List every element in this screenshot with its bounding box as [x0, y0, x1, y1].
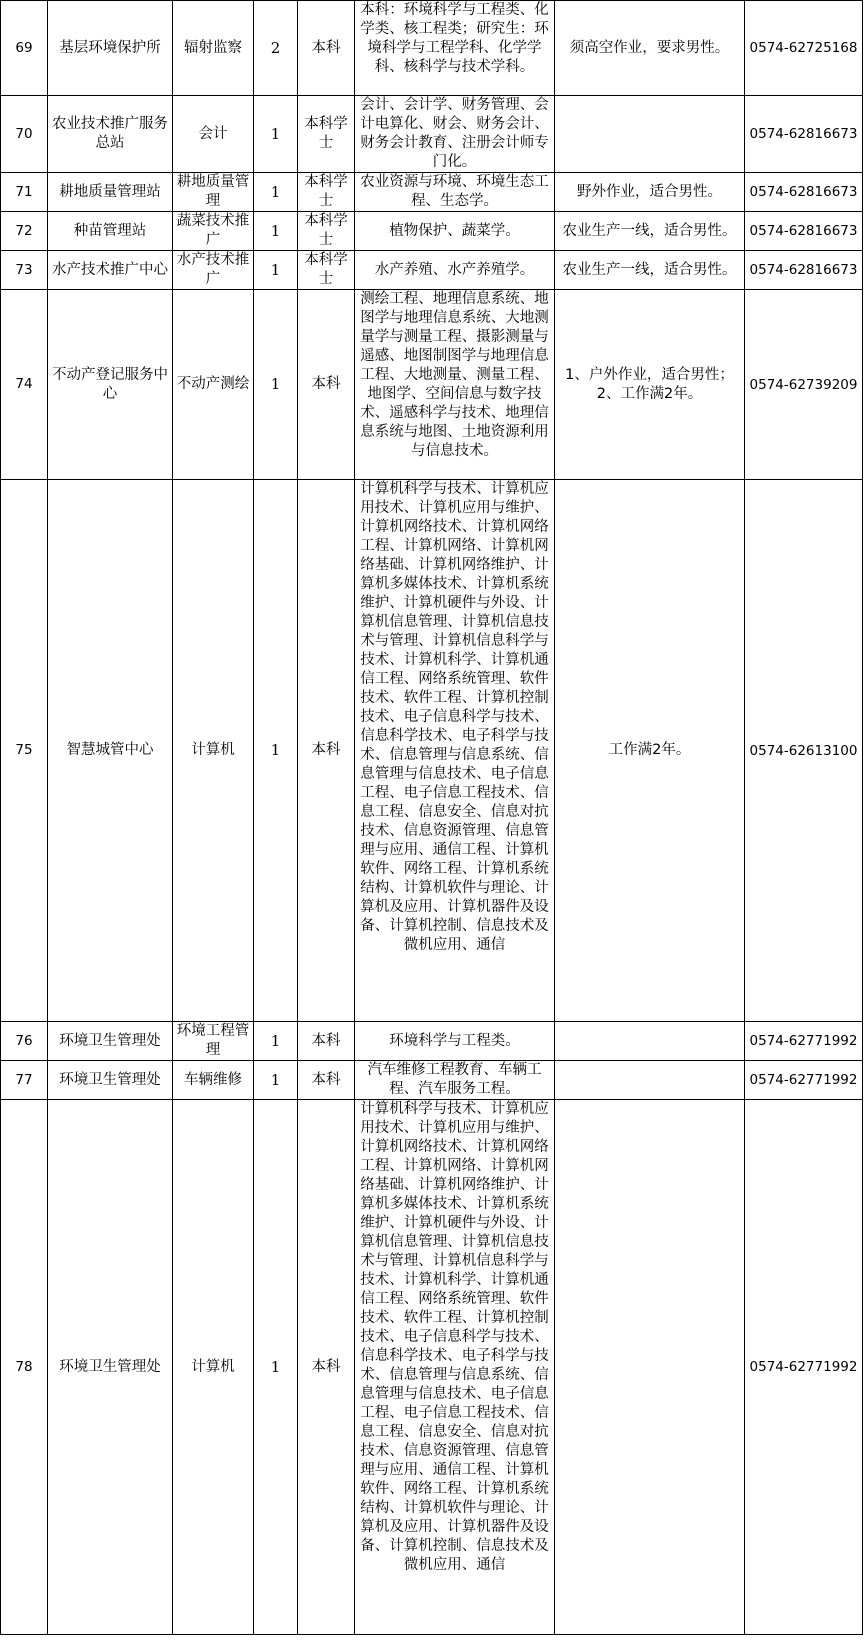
row-number: 78 — [1, 1100, 48, 1635]
row-number: 73 — [1, 251, 48, 290]
table-row — [1, 96, 863, 173]
major-text: 计算机科学与技术、计算机应用技术、计算机应用与维护、计算机网络技术、计算机网络工程、计算机网络、计算机网络基础、计算机网络维护、计算机多媒体技术、计算机系统维护、计算机硬件与外设、计算机信息管理、计算机信息技术与管理、计算机信息科学与技术、计算机科学、计算机通信工程、网络系统管理、软件技术、软件工程、计算机控制技术、电子信息科学与技术、信息科学技术、电子科学与技术、信息管理与信息系统、信息管理与信息技术、电子信息工程、电子信息工程技术、信息工程、信息安全、信息对抗技术、信息资源管理、信息管理与应用、通信工程、计算机软件、网络工程、计算机系统结构、计算机软件与理论、计算机及应用、计算机器件及设备、计算机控制、信息技术及微机应用、通信 — [360, 1101, 549, 1573]
phone-cell: 0574-62613100 — [745, 480, 863, 1022]
table-row — [1, 173, 863, 212]
position-cell: 计算机 — [173, 480, 254, 1022]
requirement-cell — [555, 1022, 745, 1061]
table-row — [1, 251, 863, 290]
education-cell: 本科 — [298, 290, 355, 480]
phone-cell: 0574-62816673 — [745, 251, 863, 290]
education-cell: 本科 — [298, 1100, 355, 1635]
position-cell: 辐射监察 — [173, 1, 254, 96]
major-text: 本科：环境科学与工程类、化学类、核工程类；研究生：环境科学与工程学科、化学学科、核科学与技术学科。 — [360, 2, 549, 75]
position-cell: 车辆维修 — [173, 1061, 254, 1100]
major-cell — [355, 290, 555, 480]
phone-cell: 0574-62739209 — [745, 290, 863, 480]
education-cell: 本科学士 — [298, 96, 355, 173]
requirement-cell — [555, 1100, 745, 1635]
department-cell: 农业技术推广服务总站 — [48, 96, 173, 173]
education-cell: 本科学士 — [298, 212, 355, 251]
row-number: 76 — [1, 1022, 48, 1061]
row-number: 77 — [1, 1061, 48, 1100]
major-text: 环境科学与工程类。 — [389, 1032, 520, 1049]
headcount-cell: 1 — [254, 251, 298, 290]
major-cell — [355, 1100, 555, 1635]
position-cell: 计算机 — [173, 1100, 254, 1635]
phone-cell: 0574-62771992 — [745, 1100, 863, 1635]
department-cell: 不动产登记服务中心 — [48, 290, 173, 480]
table-row — [1, 480, 863, 1022]
requirement-cell — [555, 1061, 745, 1100]
major-text: 会计、会计学、财务管理、会计电算化、财会、财务会计、财务会计教育、注册会计师专门化。 — [360, 97, 549, 170]
headcount-cell: 1 — [254, 96, 298, 173]
phone-cell: 0574-62725168 — [745, 1, 863, 96]
education-cell: 本科 — [298, 480, 355, 1022]
headcount-cell: 1 — [254, 1022, 298, 1061]
table-row — [1, 1100, 863, 1635]
education-cell: 本科 — [298, 1022, 355, 1061]
department-cell: 环境卫生管理处 — [48, 1022, 173, 1061]
requirement-cell — [555, 96, 745, 173]
major-text: 水产养殖、水产养殖学。 — [374, 261, 535, 278]
major-cell — [355, 1061, 555, 1100]
requirement-cell: 工作满2年。 — [555, 480, 745, 1022]
headcount-cell: 1 — [254, 1061, 298, 1100]
headcount-cell: 1 — [254, 1100, 298, 1635]
table-row — [1, 290, 863, 480]
table-row — [1, 212, 863, 251]
phone-cell: 0574-62816673 — [745, 173, 863, 212]
department-cell: 耕地质量管理站 — [48, 173, 173, 212]
major-text: 植物保护、蔬菜学。 — [389, 222, 520, 239]
major-text: 测绘工程、地理信息系统、地图学与地理信息系统、大地测量学与测量工程、摄影测量与遥感、地图制图学与地理信息工程、大地测量、测量工程、地图学、空间信息与数字技术、遥感科学与技术、地理信息系统与地图、土地资源利用与信息技术。 — [360, 291, 549, 459]
education-cell: 本科 — [298, 1, 355, 96]
department-cell: 基层环境保护所 — [48, 1, 173, 96]
major-cell — [355, 1, 555, 96]
requirement-cell: 1、户外作业，适合男性；2、工作满2年。 — [555, 290, 745, 480]
department-cell: 智慧城管中心 — [48, 480, 173, 1022]
major-cell — [355, 480, 555, 1022]
department-cell: 水产技术推广中心 — [48, 251, 173, 290]
headcount-cell: 1 — [254, 480, 298, 1022]
row-number: 71 — [1, 173, 48, 212]
major-cell — [355, 1022, 555, 1061]
phone-cell: 0574-62816673 — [745, 96, 863, 173]
headcount-cell: 1 — [254, 212, 298, 251]
table-row — [1, 1022, 863, 1061]
phone-cell: 0574-62816673 — [745, 212, 863, 251]
major-text: 计算机科学与技术、计算机应用技术、计算机应用与维护、计算机网络技术、计算机网络工程、计算机网络、计算机网络基础、计算机网络维护、计算机多媒体技术、计算机系统维护、计算机硬件与外设、计算机信息管理、计算机信息技术与管理、计算机信息科学与技术、计算机科学、计算机通信工程、网络系统管理、软件技术、软件工程、计算机控制技术、电子信息科学与技术、信息科学技术、电子科学与技术、信息管理与信息系统、信息管理与信息技术、电子信息工程、电子信息工程技术、信息工程、信息安全、信息对抗技术、信息资源管理、信息管理与应用、通信工程、计算机软件、网络工程、计算机系统结构、计算机软件与理论、计算机及应用、计算机器件及设备、计算机控制、信息技术及微机应用、通信 — [360, 481, 549, 953]
major-cell — [355, 173, 555, 212]
requirement-cell: 农业生产一线，适合男性。 — [555, 251, 745, 290]
major-text: 汽车维修工程教育、车辆工程、汽车服务工程。 — [367, 1062, 542, 1097]
requirement-cell: 须高空作业，要求男性。 — [555, 1, 745, 96]
position-cell: 不动产测绘 — [173, 290, 254, 480]
headcount-cell: 1 — [254, 173, 298, 212]
table-row — [1, 1061, 863, 1100]
row-number: 70 — [1, 96, 48, 173]
position-cell: 蔬菜技术推广 — [173, 212, 254, 251]
department-cell: 环境卫生管理处 — [48, 1061, 173, 1100]
headcount-cell: 2 — [254, 1, 298, 96]
education-cell: 本科学士 — [298, 173, 355, 212]
position-cell: 耕地质量管理 — [173, 173, 254, 212]
major-cell — [355, 212, 555, 251]
education-cell: 本科 — [298, 1061, 355, 1100]
row-number: 69 — [1, 1, 48, 96]
requirement-cell: 农业生产一线，适合男性。 — [555, 212, 745, 251]
requirement-cell: 野外作业，适合男性。 — [555, 173, 745, 212]
education-cell: 本科学士 — [298, 251, 355, 290]
major-cell — [355, 251, 555, 290]
position-cell: 环境工程管理 — [173, 1022, 254, 1061]
department-cell: 环境卫生管理处 — [48, 1100, 173, 1635]
department-cell: 种苗管理站 — [48, 212, 173, 251]
position-cell: 会计 — [173, 96, 254, 173]
phone-cell: 0574-62771992 — [745, 1061, 863, 1100]
row-number: 72 — [1, 212, 48, 251]
phone-cell: 0574-62771992 — [745, 1022, 863, 1061]
row-number: 74 — [1, 290, 48, 480]
position-cell: 水产技术推广 — [173, 251, 254, 290]
major-text: 农业资源与环境、环境生态工程、生态学。 — [360, 174, 549, 209]
headcount-cell: 1 — [254, 290, 298, 480]
row-number: 75 — [1, 480, 48, 1022]
table-row — [1, 1, 863, 96]
major-cell — [355, 96, 555, 173]
